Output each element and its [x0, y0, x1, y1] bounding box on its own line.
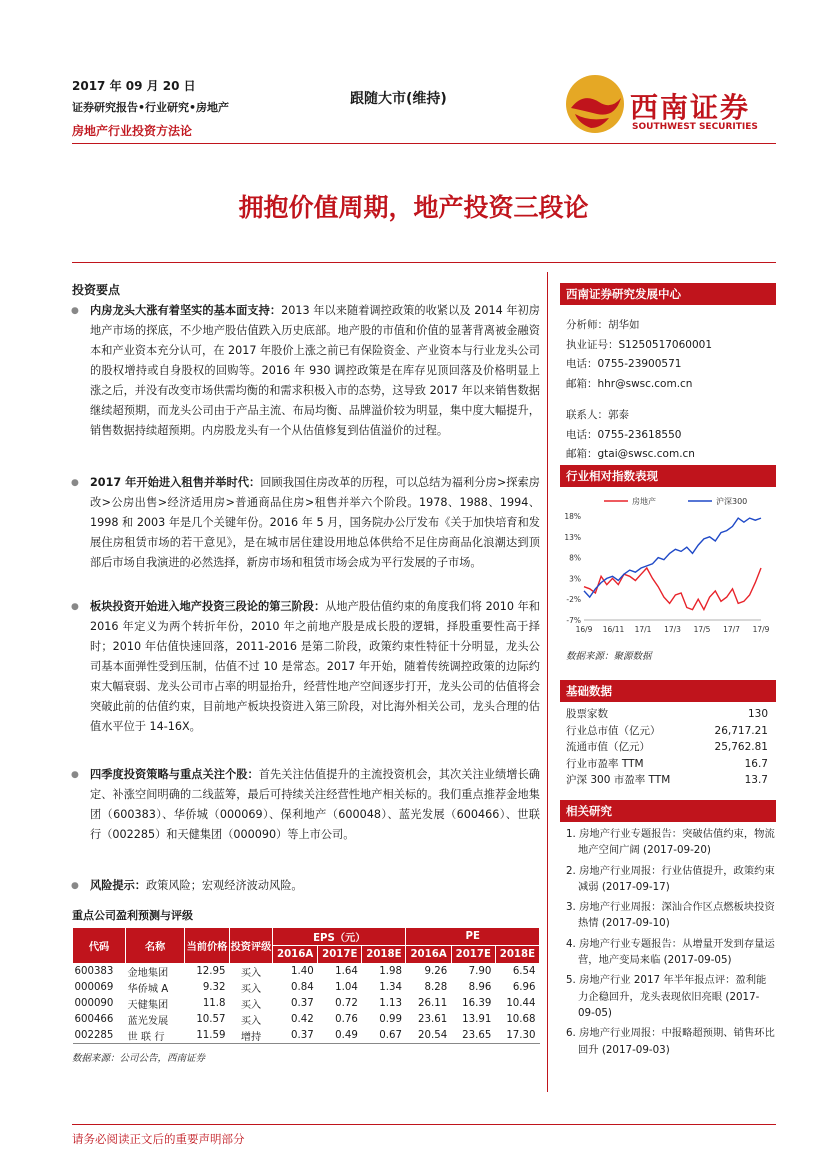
- x-tick-label: 17/9: [752, 625, 770, 634]
- cell-price: 12.95: [196, 966, 226, 978]
- cell-name: 金地集团: [127, 968, 169, 980]
- cell-value: 17.30: [495, 1027, 539, 1043]
- col-year: 2016A: [273, 946, 318, 964]
- y-tick-label: 8%: [569, 553, 581, 563]
- basic-label: 行业总市值（亿元）: [566, 724, 661, 737]
- table-row: [73, 1027, 540, 1043]
- key-point-body: 回顾我国住房改革的历程，可以总结为福利分房>探索房改>公房出售>经济适用房>普通商品住房>租售并举六个阶段。1978、1988、1994、1998 和 2003 年是几个关键年份。2016 年 5 月，国务院办公厅发布《关于加快培育和发展住房租赁市场的若干意见》，是在城市居住建设用地总体供给不足住房商品化浪潮达到顶部后市场自我演进的必然选择，新房市场和租赁市场会成为平行发展的子市场。: [90, 476, 540, 569]
- key-point-1: [72, 301, 540, 441]
- cell-code: 600466: [74, 1013, 114, 1025]
- cell-price: 10.57: [196, 1013, 226, 1025]
- cell-value: 13.91: [462, 1013, 492, 1025]
- cell-value: 8.28: [424, 982, 448, 994]
- basic-data-row: [566, 723, 768, 740]
- cell-name: 天健集团: [127, 999, 169, 1011]
- cell-value: 1.64: [335, 966, 358, 978]
- basic-label: 沪深 300 市盈率 TTM: [566, 774, 671, 786]
- table-row: [73, 980, 540, 996]
- chart-source: 数据来源：聚源数据: [566, 651, 652, 662]
- col-year: 2016A: [406, 946, 451, 964]
- basic-data-list: [566, 706, 768, 789]
- cell-value: 0.67: [362, 1027, 406, 1043]
- cell-rating: 增持: [230, 1027, 273, 1043]
- basic-data-row: [566, 772, 768, 789]
- cell-code: 000069: [74, 982, 114, 994]
- cell-value: 6.54: [512, 966, 536, 978]
- southwest-securities-logo-icon: [565, 74, 625, 134]
- key-point-4: [72, 765, 540, 845]
- cell-value: 0.84: [291, 982, 314, 994]
- header-divider: [72, 143, 776, 144]
- col-pe: PE: [406, 928, 540, 946]
- cell-price: 11.59: [185, 1027, 230, 1043]
- basic-value: 130: [747, 708, 768, 720]
- report-type: 证券研究报告•行业研究•房地产: [72, 101, 230, 114]
- col-year: 2017E: [451, 946, 495, 964]
- basic-label: 流通市值（亿元）: [566, 741, 650, 753]
- title-divider: [72, 262, 776, 263]
- cell-value: 1.04: [335, 982, 358, 994]
- analyst-info: [566, 316, 712, 465]
- cell-value: 23.65: [451, 1027, 495, 1043]
- cell-value: 1.13: [379, 997, 402, 1009]
- cell-value: 0.76: [335, 1013, 358, 1025]
- report-date: 2017 年 09 月 20 日: [72, 79, 196, 93]
- chart-heading: 行业相对指数表现: [560, 465, 776, 487]
- col-code: 代码: [73, 928, 126, 964]
- x-tick-label: 16/9: [575, 625, 593, 634]
- contact-email[interactable]: 邮箱：gtai@swsc.com.cn: [566, 448, 695, 460]
- cell-value: 26.11: [418, 997, 448, 1009]
- related-item[interactable]: 2. 房地产行业周报：行业估值提升，政策约束减弱 (2017-09-17): [566, 864, 775, 893]
- col-year: 2018E: [495, 946, 539, 964]
- cell-name: 世 联 行: [126, 1027, 185, 1043]
- y-tick-label: 3%: [569, 574, 581, 584]
- table-row: [73, 964, 540, 980]
- cell-value: 10.68: [506, 1013, 536, 1025]
- column-divider: [547, 272, 548, 1092]
- key-points-heading: 投资要点: [72, 283, 121, 297]
- y-tick-label: -7%: [566, 616, 581, 625]
- logo-text-en: SOUTHWEST SECURITIES: [632, 122, 758, 132]
- basic-data-heading: 基础数据: [560, 680, 776, 702]
- contact-phone: 电话：0755-23618550: [566, 428, 682, 441]
- table-row: [73, 996, 540, 1012]
- cell-value: 9.26: [424, 966, 448, 978]
- cell-value: 1.34: [379, 982, 402, 994]
- cell-value: 0.37: [273, 1027, 318, 1043]
- report-series: 房地产行业投资方法论: [72, 124, 193, 138]
- col-year: 2017E: [318, 946, 362, 964]
- table-source: 数据来源：公司公告，西南证券: [72, 1053, 206, 1064]
- table-row: [73, 1011, 540, 1027]
- cell-rating: 买入: [240, 984, 262, 996]
- contact-name: 联系人：郭泰: [566, 409, 629, 421]
- relative-index-chart: [556, 492, 776, 642]
- cell-value: 1.98: [379, 966, 402, 978]
- x-tick-label: 17/3: [664, 625, 681, 634]
- key-point-heading: 四季度投资策略与重点关注个股：: [90, 768, 259, 781]
- key-point-body: 从地产股估值约束的角度我们将 2010 年和 2016 年定义为两个转折年份，2010 年之前地产股是成长股的逻辑，择股重要性高于择时；2010 年估值快速回落，2011-2016 是第二阶段，政策约束性特征十分明显，龙头公司基本面弹性受到压制，估值不过 10 是常态。2017 年开始，随着传统调控政策的边际约束大幅衰弱、龙头公司市占率的明显抬升，经营性地产空间逐步打开，龙头公司的估值将会突破此前的估值约束，目前地产板块投资进入第三阶段，对比海外相关公司，龙头合理的估值水平位于 14-16X。: [90, 600, 540, 733]
- series-line-real-estate: [584, 568, 761, 610]
- cell-rating: 买入: [240, 999, 262, 1011]
- analyst-phone: 电话：0755-23900571: [566, 358, 682, 370]
- col-name: 名称: [126, 928, 185, 964]
- bullet-icon: ●: [71, 602, 79, 612]
- x-tick-label: 16/11: [602, 625, 625, 634]
- col-rating: 投资评级: [230, 928, 273, 964]
- bullet-icon: ●: [71, 478, 79, 488]
- basic-value: 16.7: [744, 757, 768, 770]
- cell-value: 8.96: [468, 982, 492, 994]
- analyst-license: 执业证号：S1250517060001: [566, 338, 713, 351]
- basic-value: 13.7: [744, 774, 768, 786]
- related-item[interactable]: 5. 房地产行业 2017 年半年报点评：盈利能力企稳回升，龙头表现依旧亮眼 (2017-09-05): [566, 974, 767, 1019]
- cell-value: 16.39: [462, 997, 492, 1009]
- cell-value: 7.90: [468, 966, 492, 978]
- table-heading: 重点公司盈利预测与评级: [72, 909, 193, 922]
- research-center-banner: 西南证券研究发展中心: [560, 283, 776, 305]
- basic-label: 股票家数: [566, 708, 608, 720]
- y-tick-label: 13%: [564, 532, 581, 542]
- logo-text-cn: 西南证券: [630, 91, 751, 124]
- cell-value: 6.96: [512, 982, 536, 994]
- bullet-icon: ●: [71, 770, 79, 780]
- key-point-3: [72, 597, 540, 737]
- bullet-icon: ●: [71, 881, 79, 891]
- cell-value: 1.40: [291, 966, 314, 978]
- x-tick-label: 17/7: [723, 625, 740, 634]
- cell-price: 11.8: [202, 997, 226, 1009]
- related-research-list: [566, 826, 776, 1062]
- basic-data-row: [566, 706, 768, 723]
- basic-data-row: [566, 756, 768, 773]
- industry-rating: 跟随大市(维持): [350, 91, 447, 107]
- cell-value: 10.44: [506, 997, 536, 1009]
- basic-value: 25,762.81: [714, 741, 768, 753]
- series-line-csi300: [584, 518, 761, 597]
- cell-value: 0.49: [318, 1027, 362, 1043]
- footer-disclaimer: 请务必阅读正文后的重要声明部分: [72, 1132, 245, 1146]
- cell-value: 20.54: [406, 1027, 451, 1043]
- cell-value: 0.72: [335, 997, 358, 1009]
- forecast-table: [72, 927, 540, 1044]
- key-point-2: [72, 473, 540, 573]
- key-point-body: 政策风险；宏观经济波动风险。: [145, 879, 303, 892]
- chart-legend: [604, 496, 747, 506]
- analyst-name: 分析师：胡华如: [566, 319, 640, 331]
- y-tick-label: -2%: [566, 595, 581, 605]
- report-title: 拥抱价值周期，地产投资三段论: [238, 193, 589, 222]
- related-item[interactable]: 1. 房地产行业专题报告：突破估值约束，物流地产空间广阔 (2017-09-20): [566, 828, 775, 857]
- cell-code: 600383: [74, 966, 114, 978]
- key-point-heading: 内房龙头大涨有着坚实的基本面支持：: [90, 304, 282, 317]
- key-point-body: 首先关注估值提升的主流投资机会，其次关注业绩增长确定、补涨空间明确的二线蓝筹，最后可持续关注经营性地产相关标的。我们重点推荐金地集团（600383）、华侨城（000069）、保利地产（600048）、蓝光发展（600466）、世联行（002285）和天健集团（000090）等上市公司。: [90, 768, 540, 841]
- key-point-heading: 板块投资开始进入地产投资三段论的第三阶段：: [90, 600, 326, 613]
- basic-value: 26,717.21: [714, 724, 768, 737]
- key-point-body: 2013 年以来随着调控政策的收紧以及 2014 年初房地产市场的探底，不少地产股估值跌入历史底部。地产股的市值和价值的显著背离被金融资本和产业资本充分认可，在 2017 年股价上涨之前已有保险资金、产业资本与行业龙头公司的股权增持或自身股权的回购等。2016 年 930 调控政策是在库存见顶回落及价格明显上涨之后，并没有改变市场供需均衡的和需求积极入市的态势，这导致 2017 年以来销售数据继续超预期，而龙头公司由于产品主流、布局均衡、品牌溢价较为明显，集中度大幅提升，销售数据持续超预期。内房股龙头有一个从估值修复到估值溢价的过程。: [90, 304, 540, 437]
- y-tick-label: 18%: [564, 512, 581, 521]
- cell-code: 000090: [74, 997, 114, 1009]
- cell-value: 0.99: [379, 1013, 402, 1025]
- cell-value: 23.61: [418, 1013, 448, 1025]
- related-item[interactable]: 6. 房地产行业周报：中报略超预期、销售环比回升 (2017-09-03): [566, 1027, 775, 1056]
- cell-rating: 买入: [240, 968, 262, 980]
- cell-name: 蓝光发展: [127, 1015, 169, 1027]
- col-year: 2018E: [362, 946, 406, 964]
- x-tick-label: 17/1: [634, 625, 652, 634]
- analyst-email[interactable]: 邮箱：hhr@swsc.com.cn: [566, 377, 693, 390]
- x-tick-label: 17/5: [693, 625, 711, 634]
- legend-label-real-estate: 房地产: [632, 497, 656, 506]
- col-eps: EPS（元）: [273, 928, 406, 946]
- col-price: 当前价格: [185, 928, 230, 964]
- footer-divider: [72, 1124, 776, 1125]
- cell-value: 0.42: [291, 1013, 314, 1025]
- bullet-icon: ●: [71, 306, 79, 316]
- cell-name: 华侨城 A: [127, 984, 169, 996]
- key-point-heading: 风险提示：: [90, 879, 146, 892]
- related-item[interactable]: 4. 房地产行业专题报告：从增量开发到存量运营，地产变局来临 (2017-09-05): [566, 937, 775, 967]
- basic-label: 行业市盈率 TTM: [566, 757, 644, 770]
- key-point-5: [72, 876, 540, 896]
- cell-code: 002285: [73, 1027, 126, 1043]
- cell-value: 0.37: [291, 997, 314, 1009]
- related-item[interactable]: 3. 房地产行业周报：深汕合作区点燃板块投资热情 (2017-09-10): [566, 901, 775, 930]
- cell-rating: 买入: [240, 1015, 262, 1027]
- legend-label-csi300: 沪深300: [716, 497, 748, 506]
- cell-price: 9.32: [202, 982, 226, 994]
- key-point-heading: 2017 年开始进入租售并举时代：: [90, 476, 261, 489]
- related-research-heading: 相关研究: [560, 800, 776, 822]
- basic-data-row: [566, 739, 768, 756]
